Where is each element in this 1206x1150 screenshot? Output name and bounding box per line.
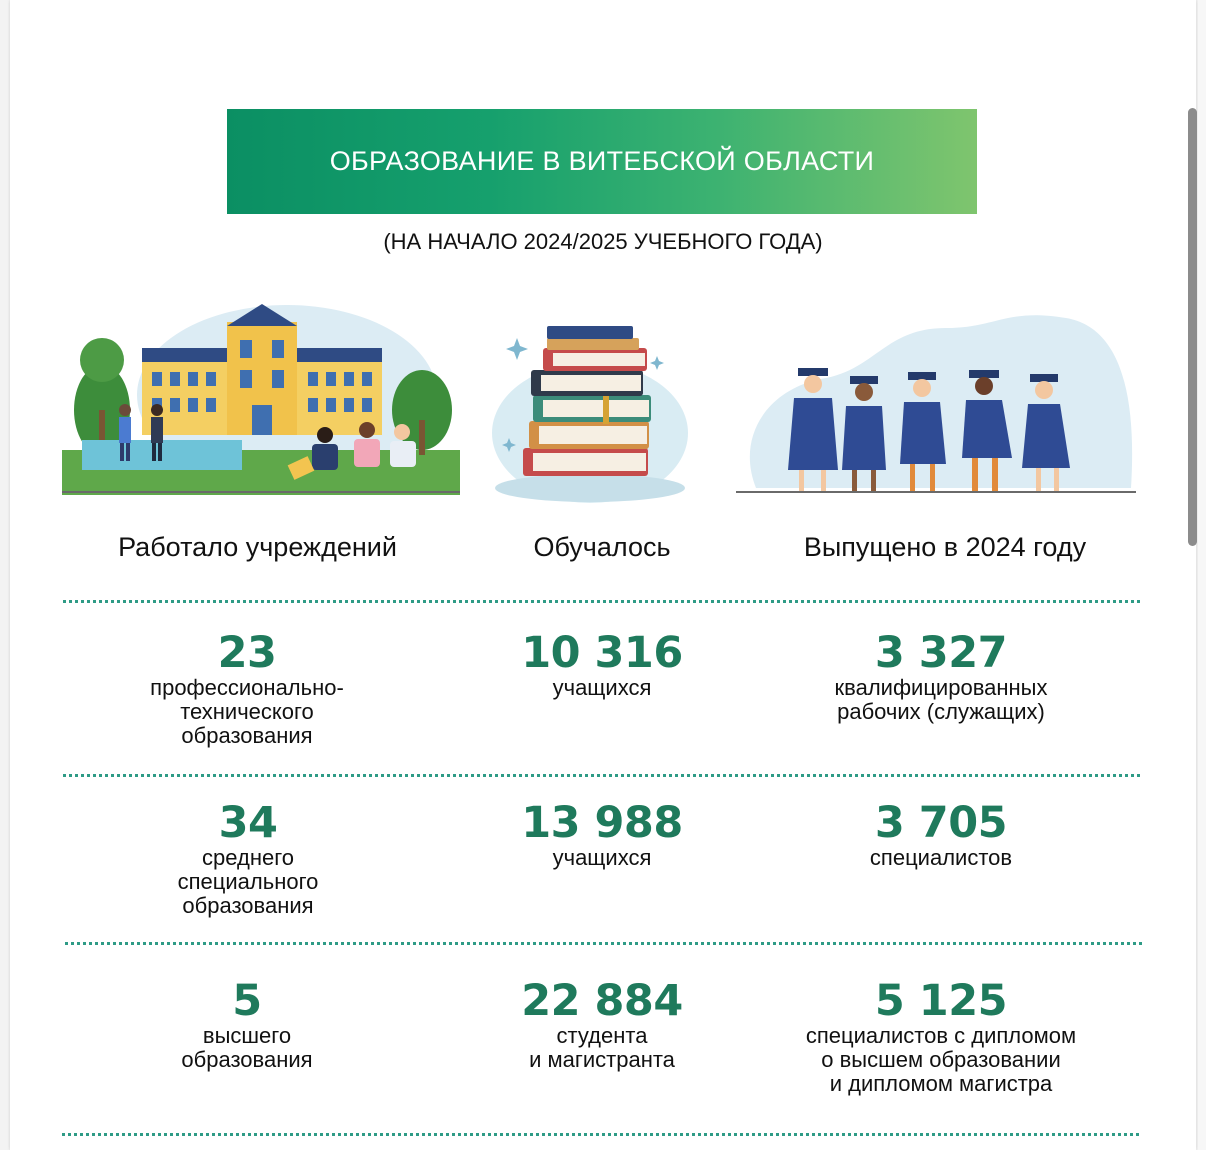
stat-label: среднего специального образования (177, 845, 319, 918)
stat-cell (770, 978, 1112, 1096)
stat-cell (100, 630, 394, 748)
university-campus-illustration (62, 300, 460, 500)
stat-label: высшего образования (181, 1023, 313, 1072)
stat-cell (456, 978, 748, 1072)
row-divider (65, 942, 1142, 945)
title-banner (227, 109, 977, 214)
stat-cell (100, 978, 394, 1072)
stat-label: специалистов (869, 845, 1013, 870)
book-stack-illustration (485, 318, 695, 508)
column-header-institutions: Работало учреждений (118, 532, 397, 562)
stat-value: 5 125 (874, 976, 1008, 1026)
stat-cell (456, 630, 748, 700)
stat-label: специалистов с дипломом о высшем образовании и дипломом магистра (805, 1023, 1077, 1096)
stat-value: 3 327 (874, 628, 1008, 678)
stat-label: профессионально- технического образования (150, 675, 344, 748)
column-header-studied: Обучалось (533, 532, 671, 562)
page-subtitle: (НА НАЧАЛО 2024/2025 УЧЕБНОГО ГОДА) (383, 229, 823, 254)
page-title: ОБРАЗОВАНИЕ В ВИТЕБСКОЙ ОБЛАСТИ (329, 146, 875, 176)
stat-value: 10 316 (521, 628, 683, 678)
column-header-graduated: Выпущено в 2024 году (803, 532, 1087, 562)
stat-cell (100, 800, 396, 918)
row-divider (63, 600, 1140, 603)
stat-value: 5 (232, 976, 262, 1026)
scrollbar-track[interactable] (1198, 0, 1206, 1150)
stat-label: учащихся (552, 845, 652, 870)
stat-cell (780, 630, 1102, 724)
stat-value: 13 988 (521, 798, 683, 848)
stat-value: 34 (218, 798, 278, 848)
stat-value: 22 884 (521, 976, 683, 1026)
stat-label: учащихся (552, 675, 652, 700)
stat-cell (780, 800, 1102, 870)
stat-value: 3 705 (874, 798, 1008, 848)
stat-label: студента и магистранта (529, 1023, 675, 1072)
stat-label: квалифицированных рабочих (служащих) (834, 675, 1048, 724)
graduates-illustration (736, 298, 1136, 498)
row-divider (63, 774, 1140, 777)
scrollbar-thumb[interactable] (1188, 108, 1197, 546)
row-divider (62, 1133, 1139, 1136)
stat-cell (456, 800, 748, 870)
stat-value: 23 (217, 628, 277, 678)
